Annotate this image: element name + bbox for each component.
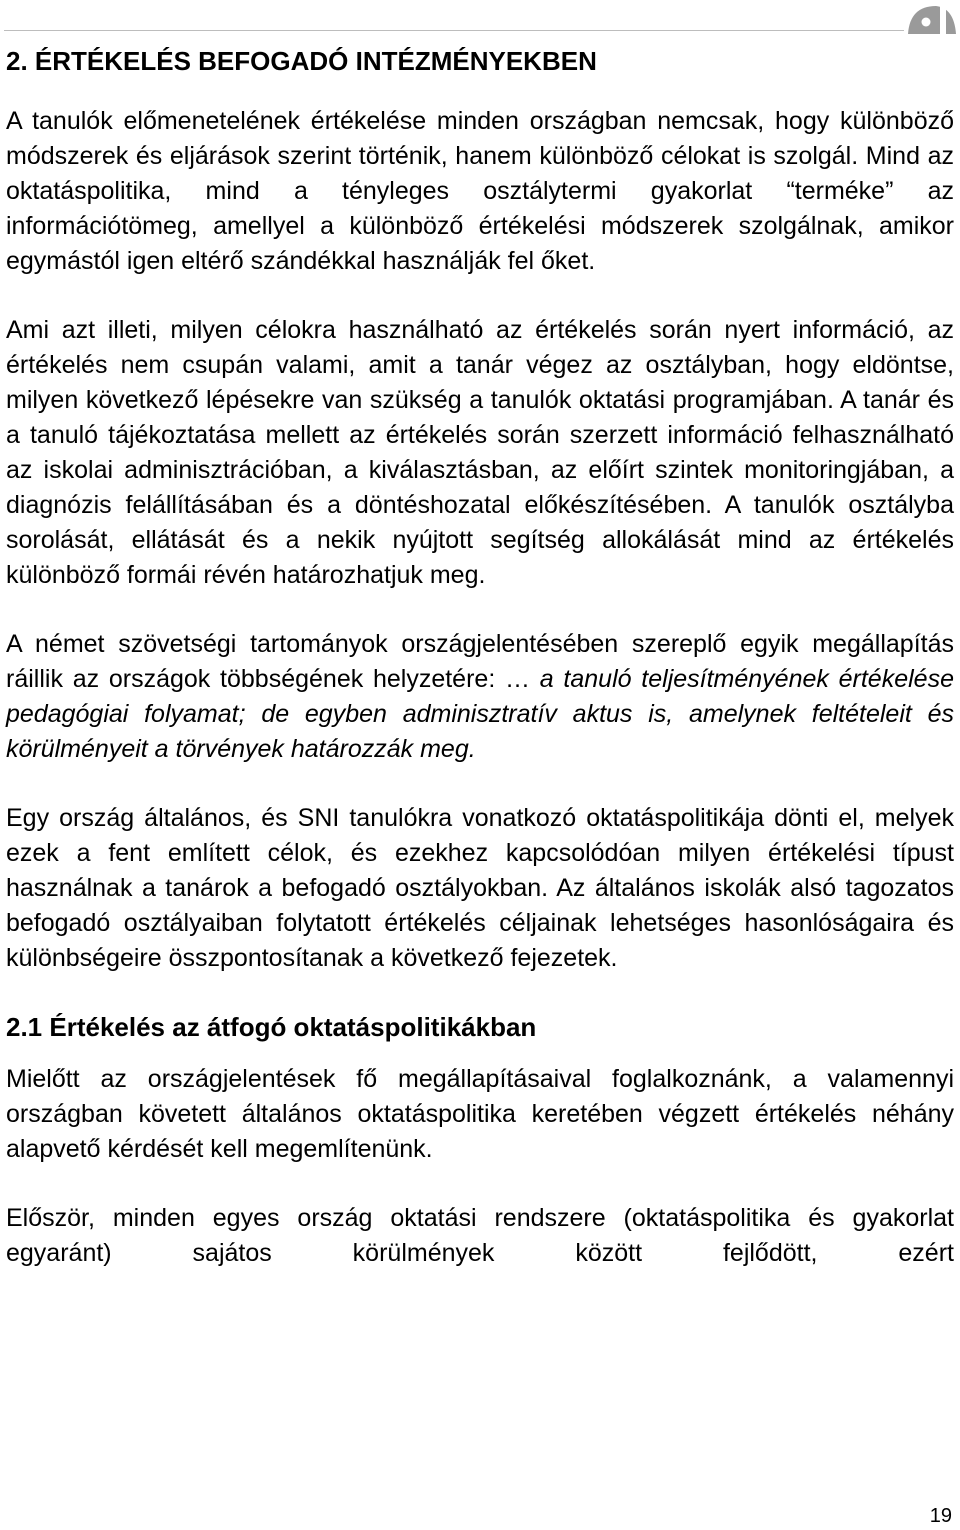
paragraph-4: Egy ország általános, és SNI tanulókra vonatkozó oktatáspolitikája dönti el, melyek ezek a fent említett célok, és ezekhez kapcsolódóan milyen értékelési típust használnak a tanárok a befogadó osztályokban. Az általános iskolák alsó tagozatos befogadó osztályaiban folytatott értékelés céljainak lehetséges hasonlóságaira és különbségeire összpontosítanak a következő fejezetek. xyxy=(6,804,954,972)
section-heading: 2. ÉRTÉKELÉS BEFOGADÓ INTÉZMÉNYEKBEN xyxy=(6,46,597,76)
paragraph-3-quote: a tanuló teljesítményének értékelése pedagógiai folyamat; de egyben adminisztratív aktus is, amelynek feltételeit és körülményeit a törvények határozzák meg. xyxy=(6,665,954,763)
paragraph-3-intro: A német szövetségi tartományok országjelentésében szereplő egyik megállapítás ráillik az országok többségének helyzetére: … xyxy=(6,630,954,693)
subsection-heading: 2.1 Értékelés az átfogó oktatáspolitikákban xyxy=(6,1012,537,1042)
paragraph-5: Mielőtt az országjelentések fő megállapításaival foglalkoznánk, a valamennyi országban követett általános oktatáspolitika keretében végzett értékelés néhány alapvető kérdését kell megemlítenünk. xyxy=(6,1065,954,1163)
paragraph-6: Először, minden egyes ország oktatási rendszere (oktatáspolitika és gyakorlat egyaránt) sajátos körülmények között fejlődött, ezért xyxy=(6,1204,954,1267)
header-rule xyxy=(4,30,904,31)
corner-logo-icon xyxy=(902,0,958,36)
paragraph-3 xyxy=(6,627,954,767)
paragraph-1: A tanulók előmenetelének értékelése minden országban nemcsak, hogy különböző módszerek és eljárások szerint történik, hanem különböző célokat is szolgál. Mind az oktatáspolitika, mind a tényleges osztálytermi gyakorlat “terméke” az információtömeg, amellyel a különböző értékelési módszerek szolgálnak, amikor egymástól igen eltérő szándékkal használják fel őket. xyxy=(6,107,954,275)
document-page xyxy=(6,44,954,1305)
page-number: 19 xyxy=(929,1505,952,1527)
paragraph-2: Ami azt illeti, milyen célokra használható az értékelés során nyert információ, az értékelés nem csupán valami, amit a tanár végez az osztályban, hogy eldöntse, milyen következő lépésekre van szükség a tanulók oktatási programjában. A tanár és a tanuló tájékoztatása mellett az értékelés során szerzett információ felhasználható az iskolai adminisztrációban, a kiválasztásban, az előírt szintek monitoringjában, a diagnózis felállításában és a döntéshozatal előkészítésében. A tanulók osztályba sorolását, ellátását és a nekik nyújtott segítség allokálását mind az értékelés különböző formái révén határozhatjuk meg. xyxy=(6,316,954,589)
